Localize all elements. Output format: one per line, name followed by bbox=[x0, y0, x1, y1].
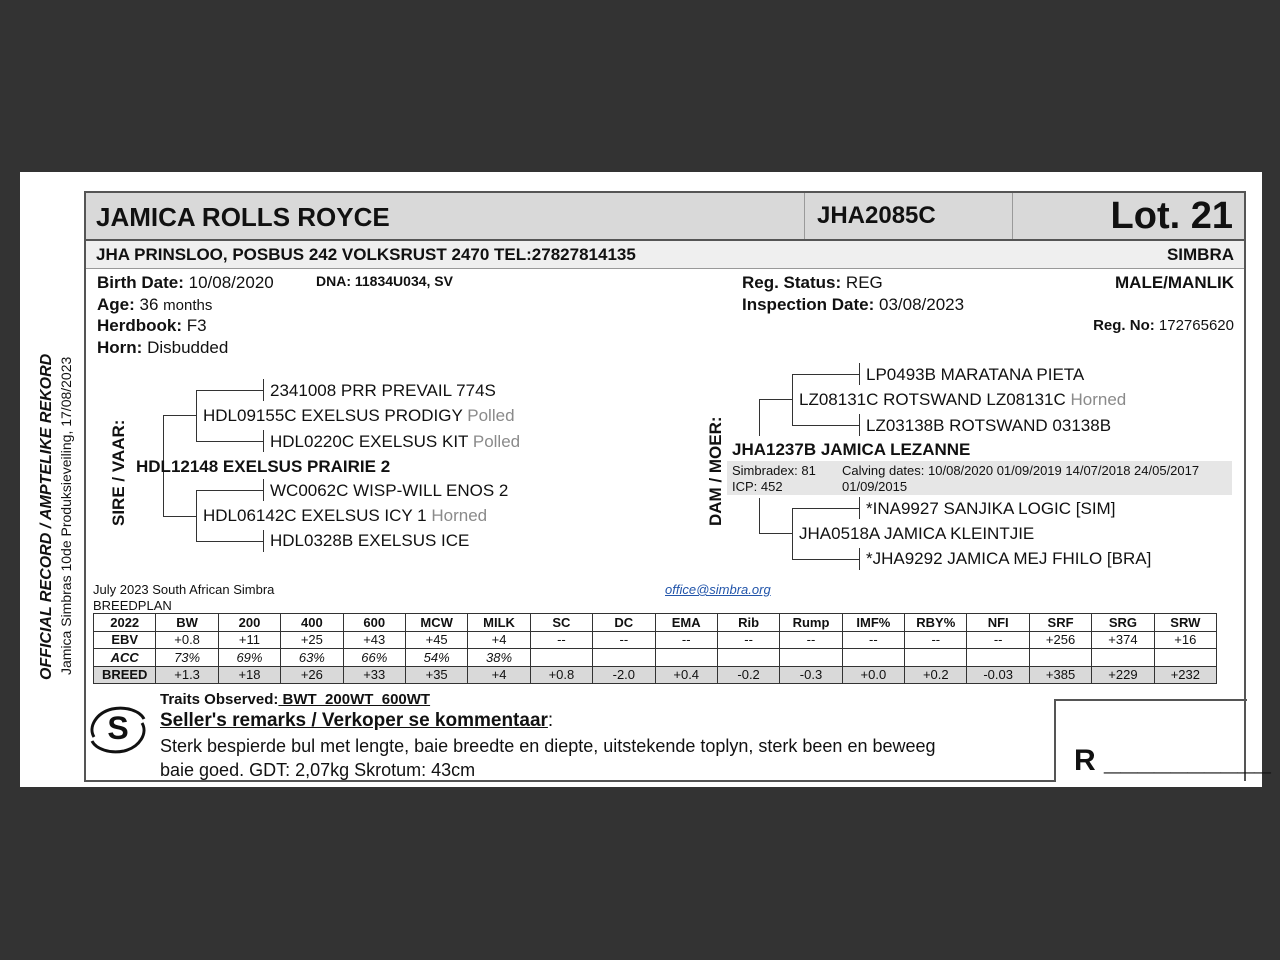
dam-sire-name: LZ08131C ROTSWAND LZ08131C bbox=[799, 390, 1066, 409]
herdbook-label: Herdbook: bbox=[97, 316, 182, 335]
reg-no-value: 172765620 bbox=[1158, 317, 1234, 334]
sire-dam-name: HDL06142C EXELSUS ICY 1 bbox=[203, 506, 427, 525]
lot-number: Lot. 21 bbox=[1110, 195, 1233, 237]
ebv-cell: -- bbox=[905, 631, 967, 649]
reg-code: JHA2085C bbox=[817, 202, 936, 229]
breed-cell: +0.2 bbox=[905, 666, 967, 684]
acc-cell bbox=[967, 649, 1029, 667]
inspection-date bbox=[742, 295, 964, 315]
dam-dam-sire: *INA9927 SANJIKA LOGIC [SIM] bbox=[866, 499, 1116, 518]
breed-cell: +4 bbox=[468, 666, 530, 684]
dam-sire-horn: Horned bbox=[1070, 390, 1127, 409]
acc-cell bbox=[1092, 649, 1154, 667]
ebv-cell: -- bbox=[842, 631, 904, 649]
ebv-cell: EBV bbox=[94, 631, 156, 649]
breed-cell: +18 bbox=[218, 666, 280, 684]
sire-name: HDL12148 EXELSUS PRAIRIE 2 bbox=[136, 457, 391, 476]
reg-no-label: Reg. No: bbox=[1093, 317, 1155, 334]
sire-sire-name: HDL09155C EXELSUS PRODIGY bbox=[203, 406, 463, 425]
ebv-cell: +45 bbox=[405, 631, 467, 649]
price-box-top bbox=[1054, 699, 1247, 701]
breed-cell: +385 bbox=[1029, 666, 1091, 684]
table-header-cell: RBY% bbox=[905, 614, 967, 632]
header-bar bbox=[86, 193, 1244, 241]
simbradex: Simbradex: 81 bbox=[732, 463, 816, 478]
breed-cell: +229 bbox=[1092, 666, 1154, 684]
remarks-line-2: baie goed. GDT: 2,07kg Skrotum: 43cm bbox=[160, 760, 476, 780]
acc-cell bbox=[1029, 649, 1091, 667]
reg-status bbox=[742, 273, 883, 293]
acc-cell bbox=[905, 649, 967, 667]
price-field[interactable] bbox=[1074, 744, 1271, 778]
reg-status-label: Reg. Status: bbox=[742, 273, 842, 292]
breedplan-row-headers bbox=[94, 614, 1217, 632]
ebv-cell: +374 bbox=[1092, 631, 1154, 649]
breedplan-table bbox=[93, 613, 1217, 684]
breedplan-row-ebv bbox=[94, 631, 1217, 649]
sire-sire-dam-horn: Polled bbox=[472, 432, 521, 451]
table-header-cell: Rib bbox=[717, 614, 779, 632]
acc-cell: 54% bbox=[405, 649, 467, 667]
breed-cell: +26 bbox=[281, 666, 343, 684]
calving-dates bbox=[842, 463, 1199, 478]
breed-cell: +232 bbox=[1154, 666, 1216, 684]
table-header-cell: BW bbox=[156, 614, 218, 632]
table-header-cell: EMA bbox=[655, 614, 717, 632]
ebv-cell: -- bbox=[967, 631, 1029, 649]
dam-dam: JHA0518A JAMICA KLEINTJIE bbox=[799, 524, 1035, 543]
traits-value: BWT 200WT 600WT bbox=[278, 691, 431, 708]
owner-details: JHA PRINSLOO, POSBUS 242 VOLKSRUST 2470 TEL:27827814135 bbox=[96, 245, 636, 264]
table-header-cell: IMF% bbox=[842, 614, 904, 632]
breed-cell: -2.0 bbox=[593, 666, 655, 684]
age-unit: months bbox=[163, 297, 213, 314]
horn bbox=[97, 338, 228, 358]
traits-label: Traits Observed: bbox=[160, 691, 279, 708]
acc-cell: 63% bbox=[281, 649, 343, 667]
ebv-cell: +256 bbox=[1029, 631, 1091, 649]
official-record-label: OFFICIAL RECORD / AMPTELIKE REKORD bbox=[38, 353, 55, 680]
dam-dam-dam: *JHA9292 JAMICA MEJ FHILO [BRA] bbox=[866, 549, 1152, 568]
sire-dam bbox=[203, 506, 487, 526]
sire-dam-horn: Horned bbox=[431, 506, 488, 525]
table-header-cell: SRG bbox=[1092, 614, 1154, 632]
birth-date bbox=[97, 273, 274, 293]
auction-label: Jamica Simbras 10de Produksieveiling, 17/08/2023 bbox=[58, 356, 74, 675]
sire-sire bbox=[203, 406, 515, 426]
ebv-cell: -- bbox=[655, 631, 717, 649]
logo-letter: S bbox=[107, 710, 129, 746]
email-link[interactable]: office@simbra.org bbox=[665, 582, 771, 597]
breedplan-name: BREEDPLAN bbox=[93, 598, 172, 613]
breed-cell: +0.0 bbox=[842, 666, 904, 684]
breed-cell: +35 bbox=[405, 666, 467, 684]
breed-cell: +1.3 bbox=[156, 666, 218, 684]
sire-sire-dam bbox=[270, 432, 520, 452]
sire-dam-sire: WC0062C WISP-WILL ENOS 2 bbox=[270, 481, 509, 500]
herdbook-value: F3 bbox=[186, 316, 207, 335]
table-header-cell: SC bbox=[530, 614, 592, 632]
table-header-cell: SRW bbox=[1154, 614, 1216, 632]
ebv-cell: -- bbox=[780, 631, 842, 649]
price-label: R __________ bbox=[1074, 744, 1271, 777]
calving-dates-2: 01/09/2015 bbox=[842, 479, 908, 494]
seller-remarks-label: Seller's remarks / Verkoper se kommentaar bbox=[160, 710, 548, 731]
horn-value: Disbudded bbox=[147, 338, 229, 357]
ebv-cell: +11 bbox=[218, 631, 280, 649]
acc-cell bbox=[780, 649, 842, 667]
sire-label: SIRE / VAAR: bbox=[109, 419, 128, 526]
dam-name: JHA1237B JAMICA LEZANNE bbox=[732, 440, 971, 459]
breedplan-row-breed bbox=[94, 666, 1217, 684]
table-header-cell: NFI bbox=[967, 614, 1029, 632]
breedplan-source: July 2023 South African Simbra bbox=[93, 582, 275, 597]
breed-cell: BREED bbox=[94, 666, 156, 684]
reg-no bbox=[1093, 317, 1234, 334]
age bbox=[97, 295, 212, 315]
horn-label: Horn: bbox=[97, 338, 143, 357]
breed-cell: -0.3 bbox=[780, 666, 842, 684]
age-value: 36 bbox=[139, 295, 159, 314]
acc-cell bbox=[842, 649, 904, 667]
dam-sire-dam: LZ03138B ROTSWAND 03138B bbox=[866, 416, 1112, 435]
acc-cell bbox=[530, 649, 592, 667]
icp: ICP: 452 bbox=[732, 479, 783, 494]
ebv-cell: -- bbox=[530, 631, 592, 649]
acc-cell bbox=[593, 649, 655, 667]
breedplan-row-acc bbox=[94, 649, 1217, 667]
table-header-cell: 400 bbox=[281, 614, 343, 632]
animal-name: JAMICA ROLLS ROYCE bbox=[96, 202, 390, 232]
dam-summary-box bbox=[727, 461, 1232, 495]
inspection-value: 03/08/2023 bbox=[878, 295, 965, 314]
ebv-cell: -- bbox=[593, 631, 655, 649]
ebv-cell: +25 bbox=[281, 631, 343, 649]
table-header-cell: 200 bbox=[218, 614, 280, 632]
ebv-cell: +43 bbox=[343, 631, 405, 649]
acc-cell bbox=[655, 649, 717, 667]
table-header-cell: MCW bbox=[405, 614, 467, 632]
table-header-cell: MILK bbox=[468, 614, 530, 632]
sire-dam-dam: HDL0328B EXELSUS ICE bbox=[270, 531, 470, 550]
table-header-cell: SRF bbox=[1029, 614, 1091, 632]
acc-cell bbox=[1154, 649, 1216, 667]
sire-sire-dam-name: HDL0220C EXELSUS KIT bbox=[270, 432, 469, 451]
ebv-cell: +0.8 bbox=[156, 631, 218, 649]
birth-date-label: Birth Date: bbox=[97, 273, 184, 292]
breed-cell: -0.03 bbox=[967, 666, 1029, 684]
calving-label: Calving dates: bbox=[842, 463, 925, 478]
dna: DNA: 11834U034, SV bbox=[316, 273, 453, 289]
birth-date-value: 10/08/2020 bbox=[188, 273, 274, 292]
acc-cell: 69% bbox=[218, 649, 280, 667]
sex: MALE/MANLIK bbox=[1115, 273, 1234, 292]
seller-remarks-heading: Seller's remarks / Verkoper se kommentaar: bbox=[160, 710, 554, 731]
traits-observed bbox=[160, 691, 430, 708]
sire-sire-horn: Polled bbox=[467, 406, 515, 425]
breed-name: SIMBRA bbox=[1166, 245, 1234, 264]
ebv-cell: +4 bbox=[468, 631, 530, 649]
acc-cell bbox=[717, 649, 779, 667]
breed-cell: +0.4 bbox=[655, 666, 717, 684]
breed-cell: -0.2 bbox=[717, 666, 779, 684]
calving-dates-1: 10/08/2020 01/09/2019 14/07/2018 24/05/2017 bbox=[928, 463, 1200, 478]
age-label: Age: bbox=[97, 295, 135, 314]
reg-status-value: REG bbox=[845, 273, 883, 292]
dam-sire-sire: LP0493B MARATANA PIETA bbox=[866, 365, 1085, 384]
sire-sire-sire: 2341008 PRR PREVAIL 774S bbox=[270, 381, 496, 400]
inspection-label: Inspection Date: bbox=[742, 295, 875, 314]
simbra-logo-icon bbox=[86, 703, 150, 753]
dam-sire bbox=[799, 390, 1126, 410]
ebv-cell: -- bbox=[717, 631, 779, 649]
price-box-left bbox=[1054, 699, 1056, 782]
acc-cell: 38% bbox=[468, 649, 530, 667]
acc-cell: 66% bbox=[343, 649, 405, 667]
dam-label: DAM / MOER: bbox=[706, 416, 725, 526]
breed-cell: +0.8 bbox=[530, 666, 592, 684]
table-header-cell: 600 bbox=[343, 614, 405, 632]
table-header-cell: DC bbox=[593, 614, 655, 632]
table-header-cell: 2022 bbox=[94, 614, 156, 632]
acc-cell: ACC bbox=[94, 649, 156, 667]
lot-card bbox=[20, 172, 1271, 787]
acc-cell: 73% bbox=[156, 649, 218, 667]
owner-bar bbox=[86, 241, 1244, 269]
breed-cell: +33 bbox=[343, 666, 405, 684]
remarks-line-1: Sterk bespierde bul met lengte, baie breedte en diepte, uitstekende toplyn, sterk been en beweeg bbox=[160, 736, 936, 756]
herdbook bbox=[97, 316, 207, 336]
table-header-cell: Rump bbox=[780, 614, 842, 632]
ebv-cell: +16 bbox=[1154, 631, 1216, 649]
